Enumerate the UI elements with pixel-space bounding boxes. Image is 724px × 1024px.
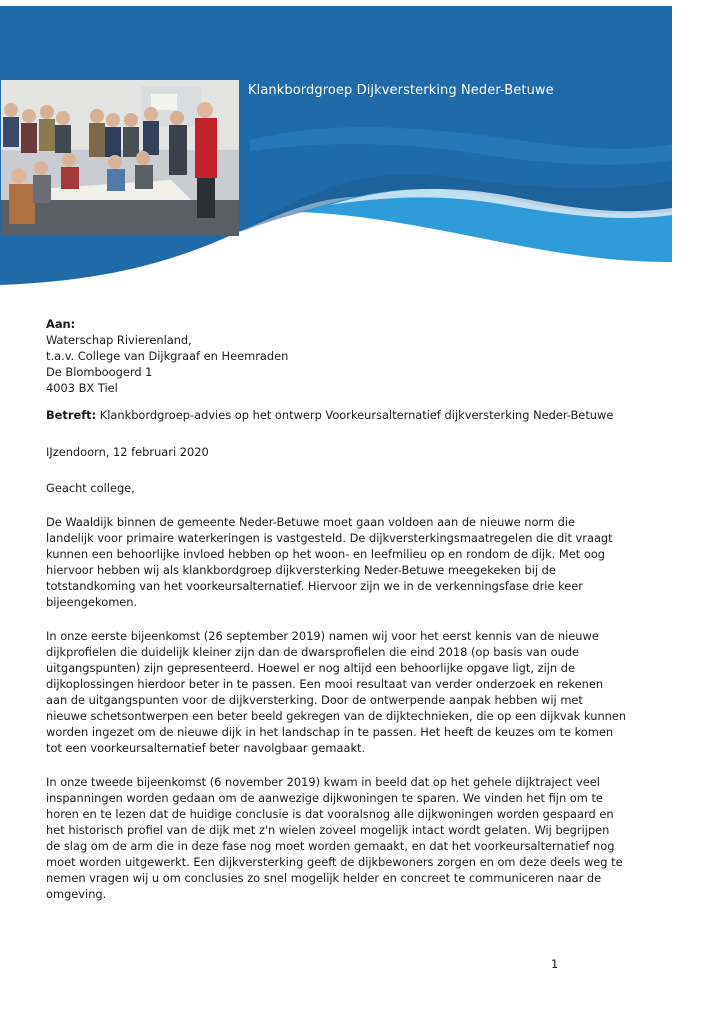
paragraph-2 (46, 628, 666, 756)
text-line: inspanningen worden gedaan om de aanwezige dijkwoningen te sparen. We vinden het fijn om te (46, 791, 603, 805)
text-line: totstandkoming van het voorkeursalternatief. Hiervoor zijn we in de verkenningsfase drie keer (46, 579, 583, 593)
recipient-line: De Blomboogerd 1 (46, 365, 153, 379)
recipient-line: 4003 BX Tiel (46, 381, 118, 395)
recipient-line: Waterschap Rivierenland, (46, 333, 192, 347)
salutation: Geacht college, (46, 481, 135, 495)
text-line: het historisch profiel van de dijk met z'n wielen zoveel mogelijk intact wordt gelaten. Wij begrijpen (46, 823, 610, 837)
text-line: dijkprofielen die duidelijk kleiner zijn dan de dwarsprofielen die eind 2018 (op basis van oude (46, 645, 580, 659)
text-line: de slag om de arm die in deze fase nog moet worden gemaakt, en dat het voorkeursalternatief nog (46, 839, 615, 853)
text-line: In onze eerste bijeenkomst (26 september 2019) namen wij voor het eerst kennis van de nieuwe (46, 629, 599, 643)
recipient-block (46, 316, 666, 396)
text-line: aan de uitgangspunten voor de dijkversterking. Door de ontwerpende aanpak hebben wij met (46, 693, 583, 707)
text-line: kunnen een behoorlijke invloed hebben op het woon- en leefmilieu op en rondom de dijk. Met oog (46, 547, 606, 561)
text-line: nemen vragen wij u om conclusies zo snel mogelijk helder en concreet te communiceren naar de (46, 871, 602, 885)
text-line: omgeving. (46, 887, 107, 901)
text-line: In onze tweede bijeenkomst (6 november 2019) kwam in beeld dat op het gehele dijktraject veel (46, 775, 600, 789)
subject-text: Klankbordgroep-advies op het ontwerp Voorkeursalternatief dijkversterking Neder-Betuwe (96, 408, 614, 422)
text-line: hiervoor hebben wij als klankbordgroep dijkversterking Neder-Betuwe meegekeken bij de (46, 563, 556, 577)
text-line: De Waaldijk binnen de gemeente Neder-Betuwe moet gaan voldoen aan de nieuwe norm die (46, 515, 576, 529)
letter-body (46, 316, 666, 902)
group-photo (1, 80, 239, 236)
paragraph-3 (46, 774, 666, 902)
text-line: horen en te lezen dat de huidige conclusie is dat vooralsnog alle dijkwoningen worden gespaard en (46, 807, 614, 821)
text-line: tot een voorkeursalternatief beter navolgbaar gemaakt. (46, 741, 366, 755)
text-line: uitgangspunten) zijn gepresenteerd. Hoewel er nog altijd een behoorlijke opgave ligt, zijn de (46, 661, 576, 675)
recipient-line: t.a.v. College van Dijkgraaf en Heemraden (46, 349, 289, 363)
text-line: nieuwe schetsontwerpen een beter beeld gekregen van de dijktechnieken, die op een dijkvak kunnen (46, 709, 627, 723)
text-line: landelijk voor primaire waterkeringen is vastgesteld. De dijkversterkingsmaatregelen die dit vraagt (46, 531, 613, 545)
text-line: bijeengekomen. (46, 595, 138, 609)
paragraph-1 (46, 514, 666, 610)
text-line: worden ingezet om de nieuwe dijk in het landschap in te passen. Het heeft de keuzes om te komen (46, 725, 614, 739)
text-line: moet worden uitgewerkt. Een dijkversterking geeft de dijkbewoners zorgen en om deze deels weg te (46, 855, 623, 869)
recipient-label: Aan: (46, 317, 76, 331)
subject-label: Betreft: (46, 408, 97, 422)
page-number: 1 (551, 957, 559, 971)
letterhead (0, 0, 724, 300)
letter-date: IJzendoorn, 12 februari 2020 (46, 445, 209, 459)
text-line: dijkoplossingen hierdoor beter in te passen. Een mooi resultaat van verder onderzoek en rekenen (46, 677, 604, 691)
letterhead-title: Klankbordgroep Dijkversterking Neder-Betuwe (248, 83, 554, 98)
subject-line (46, 407, 666, 423)
